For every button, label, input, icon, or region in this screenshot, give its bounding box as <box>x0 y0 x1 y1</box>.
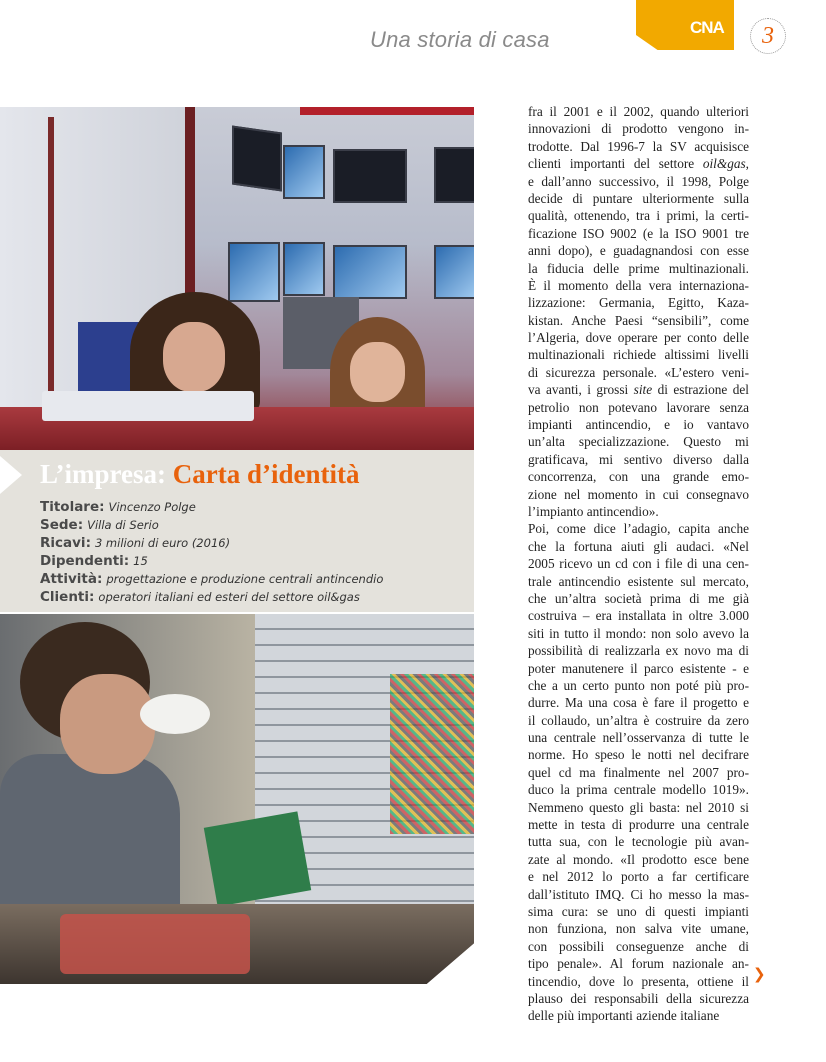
article-line: non funziona, non salva vite umane, <box>528 921 749 937</box>
card-row-dipendenti <box>40 552 470 570</box>
article-line: sima cura: se uno di questi impianti <box>528 903 749 919</box>
article-line: poter manutenere il parco esistente - e <box>528 660 749 676</box>
article-line: zate al mondo. «Il prodotto esce bene <box>528 851 749 867</box>
photo-monitor <box>434 147 474 203</box>
article-line: impianti antincendio, e io vantavo <box>528 417 749 433</box>
card-value: 3 milioni di euro (2016) <box>94 536 231 550</box>
chevron-right-icon: ❯ <box>753 965 766 983</box>
photo-face <box>163 322 225 392</box>
photo-monitor <box>333 149 407 203</box>
article-line: lizzazione: Germania, Egitto, Kaza- <box>528 295 749 311</box>
article-line: l’Algeria, dove operare per conto delle <box>528 330 749 346</box>
article-line: che a un certo punto non poté più pro- <box>528 677 749 693</box>
card-title <box>40 459 360 490</box>
article-line: delle più importanti aziende italiane <box>528 1008 720 1024</box>
article-line: qualità, ottenendo, tra i primi, la certi- <box>528 208 749 224</box>
photo-lamp <box>140 694 210 734</box>
article-line: costruiva – era installata in oltre 3.000 <box>528 608 749 624</box>
article-line: e dall’anno successivo, il 1998, Polge <box>528 173 749 189</box>
article-line: 2005 ricevo un cd con i file di una cen- <box>528 556 749 572</box>
article-line: siti in tutto il mondo: non solo avevo la <box>528 625 749 641</box>
article-line: trodotte. Dal 1996-7 la SV acquisisce <box>528 138 749 154</box>
article-column <box>528 103 749 1025</box>
article-line: trale antincendio esistente sul mercato, <box>528 573 749 589</box>
article-line: quel cd ma finalmente nel 2007 pro- <box>528 764 749 780</box>
card-key: Ricavi: <box>40 535 91 551</box>
article-line: che un’altra società prima di me già <box>528 590 749 606</box>
article-line: l’impianto antincendio». <box>528 503 659 519</box>
photo-face <box>350 342 405 402</box>
card-row-titolare <box>40 498 470 516</box>
article-line: e nel 2012 lo porto a far certificare <box>528 869 749 885</box>
card-key: Titolare: <box>40 499 105 515</box>
photo-front-monitor <box>42 391 254 421</box>
card-row-sede <box>40 516 470 534</box>
photo-monitor <box>228 242 280 302</box>
photo-control-room <box>0 107 474 450</box>
article-line: una centrale nell’osservanza di tutte le <box>528 730 749 746</box>
article-line: la fiducia delle prime multinazionali. <box>528 260 749 276</box>
article-line: gratificava, mi sentivo diverso dalla <box>528 451 749 467</box>
article-line: il collaudo, un’altra è costruire da zero <box>528 712 749 728</box>
card-value: Villa di Serio <box>87 518 159 532</box>
photo-monitor <box>283 145 325 199</box>
card-value: 15 <box>133 554 148 568</box>
photo-face <box>60 674 155 774</box>
article-line: tipo penale». Al forum nazionale an- <box>528 956 749 972</box>
article-line: duco la prima centrale modello 1019». <box>528 782 749 798</box>
article-line: tincendio, dove lo presenta, ottiene il <box>528 973 749 989</box>
photo-monitor <box>333 245 407 299</box>
article-line: va avanti, i grossi site di estrazione del <box>528 382 749 398</box>
article-line: zione nel momento in cui consegnavo <box>528 486 749 502</box>
article-line: dall’istituto IMQ. Ci ho messo la mas- <box>528 886 749 902</box>
article-line: tutta sua, con le tecnologie più avan- <box>528 834 749 850</box>
photo-red-beam <box>300 107 474 115</box>
card-key: Attività: <box>40 571 103 587</box>
article-line: norme. Ho speso le notti nel decifrare <box>528 747 749 763</box>
photo-monitor <box>232 125 282 191</box>
header-title: Una storia di casa <box>370 27 550 52</box>
card-arrow <box>0 456 22 494</box>
card-title-prefix: L’impresa: <box>40 459 167 489</box>
article-line: con possibili conseguenze anche di <box>528 938 749 954</box>
article-line: possibilità di realizzarla ex novo ma di <box>528 643 749 659</box>
article-line: plauso dei responsabili della sicurezza <box>528 990 749 1006</box>
article-line: kistan. Anche Paesi “sensibili”, come <box>528 312 749 328</box>
article-line: un’alta specializzazione. Questo mi <box>528 434 749 450</box>
card-list <box>40 498 470 606</box>
card-key: Dipendenti: <box>40 553 130 569</box>
article-line: fra il 2001 e il 2002, quando ulteriori <box>528 104 749 119</box>
article-line: multinazionali richiede altissimi livelli <box>528 347 749 363</box>
article-line: Poi, come dice l’adagio, capita anche <box>528 521 749 537</box>
cna-logo: CNA <box>690 18 724 37</box>
photo-components <box>60 914 250 974</box>
article-line: concorrenza, con una grande emo- <box>528 469 749 485</box>
card-key: Sede: <box>40 517 84 533</box>
article-line: di sicurezza personale. «L’estero veni- <box>528 364 749 380</box>
photo-monitor <box>434 245 474 299</box>
card-title-main: Carta d’identità <box>172 459 360 489</box>
photo-post <box>48 117 54 417</box>
card-row-ricavi <box>40 534 470 552</box>
article-line: durre. Ma una cosa è fare il progetto e <box>528 695 749 711</box>
article-line: mette in testa di produrre una centrale <box>528 817 749 833</box>
photo-monitor <box>283 242 325 296</box>
article-line: anni dopo), e guadagnandosi con esse <box>528 243 749 259</box>
photo-technician <box>0 614 474 984</box>
article-line: clienti importanti del settore oil&gas, <box>528 156 749 172</box>
photo-circuit-board <box>204 811 311 906</box>
article-line: che la fortuna aiuti gli audaci. «Nel <box>528 538 749 554</box>
article-line: petrolio non potevano lavorare senza <box>528 399 749 415</box>
card-row-attivita <box>40 570 470 588</box>
article-line: ficazione ISO 9002 (e la ISO 9001 tre <box>528 225 749 241</box>
photo-wires <box>390 674 474 834</box>
page-number: 3 <box>750 18 786 54</box>
article-line: decide di puntare ulteriormente sulla <box>528 190 749 206</box>
article-line: È il momento della vera internaziona- <box>528 277 749 293</box>
card-key: Clienti: <box>40 589 95 605</box>
card-value: progettazione e produzione centrali antincendio <box>106 572 384 586</box>
article-line: Nemmeno questo gli basta: nel 2010 si <box>528 799 749 815</box>
article-line: innovazioni di prodotto vengono in- <box>528 121 749 137</box>
card-row-clienti <box>40 588 470 606</box>
card-value: Vincenzo Polge <box>108 500 196 514</box>
card-value: operatori italiani ed esteri del settore oil&gas <box>98 590 360 604</box>
